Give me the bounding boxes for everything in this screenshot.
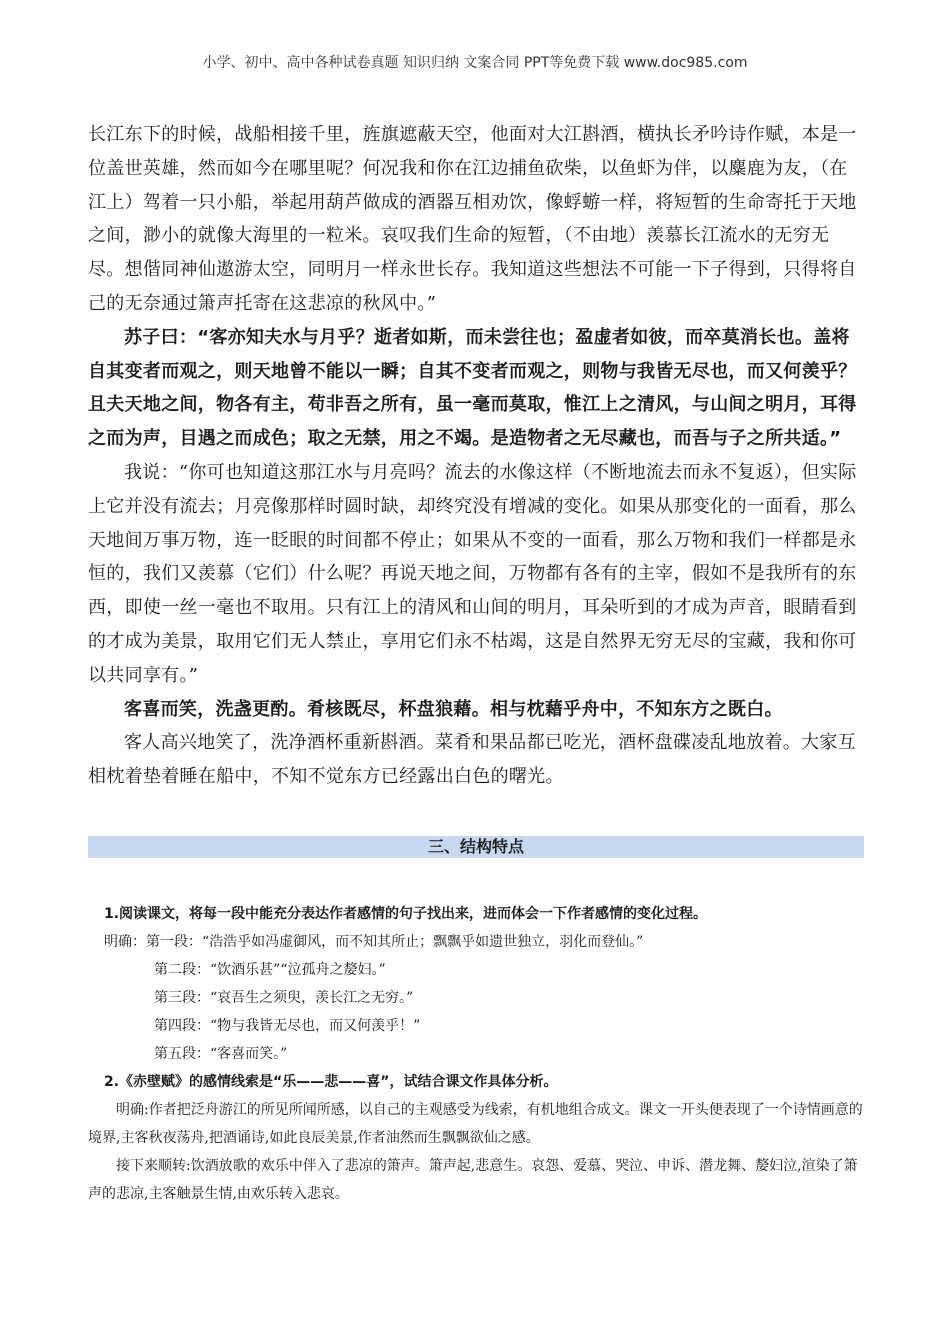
article-body (88, 118, 864, 794)
answer-2-paragraph: 接下来顺转:饮酒放歌的欢乐中伴入了悲凉的箫声。箫声起,悲意生。哀怨、爱慕、哭泣、申诉、潜龙舞、嫠妇泣,渲染了箫声的悲凉,主客触景生情,由欢乐转入悲哀。 (88, 1158, 858, 1202)
answer-1-line: 第五段：“客喜而笑。” (154, 1046, 288, 1062)
paragraph-translation-1: 长江东下的时候，战船相接千里，旌旗遮蔽天空，他面对大江斟酒，横执长矛吟诗作赋，本是一位盖世英雄，然而如今在哪里呢？何况我和你在江边捕鱼砍柴，以鱼虾为伴，以麋鹿为友，（在江上）驾着一只小船，举起用葫芦做成的酒器互相劝饮，像蜉蝣一样，将短暂的生命寄托于天地之间，渺小的就像大海里的一粒米。哀叹我们生命的短暂，（不由地）羡慕长江流水的无穷无尽。想偕同神仙遨游太空，同明月一样永世长存。我知道这些想法不可能一下子得到，只得将自己的无奈通过箫声托寄在这悲凉的秋风中。” (88, 124, 857, 314)
paragraph-translation-3: 客人高兴地笑了，洗净酒杯重新斟酒。菜肴和果品都已吃光，酒杯盘碟凌乱地放着。大家互相枕着垫着睡在船中，不知不觉东方已经露出白色的曙光。 (88, 732, 856, 788)
answer-1-line: 第三段：“哀吾生之须臾，羡长江之无穷。” (154, 990, 414, 1006)
question-1: 1.阅读课文，将每一段中能充分表达作者感情的句子找出来，进而体会一下作者感情的变化过程。 (104, 906, 708, 922)
answer-1-first: 明确：第一段：“浩浩乎如冯虚御风，而不知其所止；飘飘乎如遗世独立，羽化而登仙。” (104, 934, 644, 950)
qa-section (88, 900, 864, 1208)
section-title: 三、结构特点 (88, 836, 864, 858)
question-2: 2.《赤壁赋》的感情线索是“乐——悲——喜”，试结合课文作具体分析。 (104, 1074, 558, 1090)
answer-2-paragraph: 明确:作者把泛舟游江的所见所闻所感，以自己的主观感受为线索，有机地组合成文。课文一开头便表现了一个诗情画意的境界,主客秋夜荡舟,把酒诵诗,如此良辰美景,作者油然而生飘飘欲仙之感。 (88, 1102, 863, 1146)
answer-1-line: 第四段：“物与我皆无尽也，而又何羡乎！” (154, 1018, 421, 1034)
page-header: 小学、初中、高中各种试卷真题 知识归纳 文案合同 PPT等免费下载 www.doc985.com (202, 55, 748, 71)
paragraph-original-ke-xi: 客喜而笑，洗盏更酌。肴核既尽，杯盘狼藉。相与枕藉乎舟中，不知东方之既白。 (124, 698, 783, 720)
answer-1-line: 第二段：“饮酒乐甚”“泣孤舟之嫠妇。” (154, 962, 386, 978)
paragraph-translation-2: 我说：“你可也知道这那江水与月亮吗？流去的水像这样（不断地流去而永不复返），但实际上它并没有流去；月亮像那样时圆时缺，却终究没有增减的变化。如果从那变化的一面看，那么天地间万事万物，连一眨眼的时间都不停止；如果从不变的一面看，那么万物和我们一样都是永恒的，我们又羡慕（它们）什么呢？再说天地之间，万物都有各有的主宰，假如不是我所有的东西，即使一丝一毫也不取用。只有江上的清风和山间的明月，耳朵听到的才成为声音，眼睛看到的才成为美景，取用它们无人禁止，享用它们永不枯竭，这是自然界无穷无尽的宝藏，我和你可以共同享有。” (88, 461, 857, 686)
paragraph-original-su-zi: 苏子曰：“客亦知夫水与月乎？逝者如斯，而未尝往也；盈虚者如彼，而卒莫消长也。盖将自其变者而观之，则天地曾不能以一瞬；自其不变者而观之，则物与我皆无尽也，而又何羡乎？且夫天地之间，物各有主，苟非吾之所有，虽一毫而莫取，惟江上之清风，与山间之明月，耳得之而为声，目遇之而成色；取之无禁，用之不竭。是造物者之无尽藏也，而吾与子之所共适。” (88, 326, 857, 450)
